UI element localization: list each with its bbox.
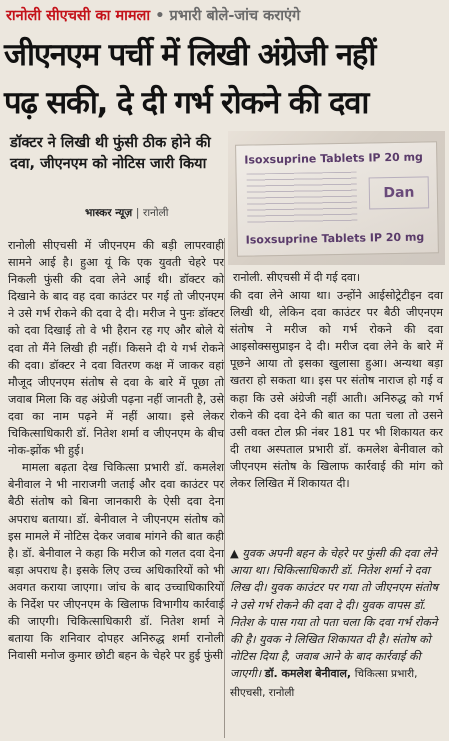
- quote-marker-icon: ▲: [230, 547, 239, 560]
- manufacturer-logo: Dan: [369, 176, 430, 209]
- kicker-separator-dot: •: [155, 8, 165, 24]
- strip-label-top: Isoxsuprine Tablets IP 20 mg: [244, 150, 423, 167]
- byline-separator: |: [135, 207, 140, 219]
- headline-line-1: जीएनएम पर्ची में लिखी अंग्रेजी नहीं: [4, 37, 376, 73]
- byline: [85, 206, 168, 220]
- strip-fine-print: [247, 172, 358, 226]
- subheadline: डॉक्टर ने लिखी थी फुंसी ठीक होने की दवा, जीएनएम को नोटिस जारी किया: [10, 135, 211, 172]
- column-divider: [224, 238, 225, 738]
- strip-label-bottom: Isoxsuprine Tablets IP 20 mg: [245, 230, 425, 247]
- tablet-strip: [235, 141, 439, 257]
- quote-author-role: चिकित्सा प्रभारी, सीएचसी, रानोली: [230, 668, 418, 699]
- medicine-strip-photo: [228, 131, 445, 265]
- headline-line-2: पढ़ सकी, दे दी गर्भ रोकने की दवा: [4, 85, 369, 121]
- byline-source: भास्कर न्यूज़: [85, 207, 133, 219]
- body-paragraph-continued: की दवा लेने आया था। उन्होंने आईसोट्रेटीइन दवा लिखी थी, लेकिन दवा काउंटर पर बैठी जीएनएम संतोष ने मरीज को गर्भ रोकने की दवा आइसोक्ससुप्राइन दे दी। मरीज दवा लेने के बारे में पूछने आया तो इसका खुलासा हुआ। अन्यथा बड़ा खतरा हो सकता था। इस पर संतोष नाराज हो गई व कहा कि उसे अंग्रेजी नहीं आती। अनिरुद्ध को गर्भ रोकने की दवा देने की बात का पता चला तो उसने उसी वक्त टोल फ्री नंबर 181 पर भी शिकायत कर दी तथा अस्पताल प्रभारी डॉ. कमलेश बेनीवाल को जीएनएम संतोष के खिलाफ कार्रवाई की मांग को लेकर लिखित में शिकायत दी।: [230, 289, 443, 491]
- official-quote: [230, 545, 444, 702]
- article-body-right-column: [230, 287, 443, 492]
- kicker-quote: प्रभारी बोले-जांच कराएंगे: [169, 8, 301, 24]
- article-body-left-column: [8, 237, 224, 664]
- quote-author: डॉ. कमलेश बेनीवाल,: [264, 667, 352, 681]
- photo-caption: रानोली. सीएचसी में दी गई दवा।: [233, 271, 361, 284]
- byline-place: रानोली: [143, 207, 169, 219]
- quote-text: युवक अपनी बहन के चेहरे पर फुंसी की दवा लेने आया था। चिकित्साधिकारी डॉ. नितेश शर्मा ने दवा लिख दी। युवक काउंटर पर गया तो जीएनएम संतोष ने उसे गर्भ रोकने की दवा दे दी। युवक वापस डॉ. नितेश के पास गया तो पता चला कि दवा गर्भ रोकने की है। युवक ने लिखित शिकायत दी है। संतोष को नोटिस दिया है, जवाब आने के बाद कार्रवाई की जाएगी।: [230, 547, 438, 681]
- kicker-line: [6, 5, 443, 27]
- kicker-topic: रानोली सीएचसी का मामला: [6, 8, 151, 24]
- body-paragraph-1: रानोली सीएचसी में जीएनएम की बड़ी लापरवाही सामने आई है। हुआ यूं कि एक युवती चेहरे पर निकली फुंसी की दवा लेने आई थी। डॉक्टर को दिखाने के बाद वह दवा काउंटर पर गई तो जीएनएम ने उसे गर्भ रोकने की दवा दे दी। मरीज ने पुनः डॉक्टर को दवा दिखाई तो वे भी हैरान रह गए और बोले ये दवा तो मैंने लिखी ही नहीं। किसने दी ये गर्भ रोकने की दवा। डॉक्टर ने दवा वितरण कक्ष में जाकर वहां मौजूद जीएनएम संतोष से दवा के बारे में पूछा तो जवाब मिला कि वह अंग्रेजी पढ़ना नहीं जानती है, उसे दवा का नाम पढ़ने में नहीं आया। इसे लेकर चिकित्साधिकारी डॉ. नितेश शर्मा व जीएनएम के बीच नोक-झोंक भी हुई।: [8, 239, 224, 458]
- body-paragraph-2: मामला बढ़ता देख चिकित्सा प्रभारी डॉ. कमलेश बेनीवाल ने भी नाराजगी जताई और दवा काउंटर पर बैठी संतोष को बिना जानकारी के ऐसी दवा देना अपराध बताया। डॉ. बेनीवाल ने जीएनएम संतोष को इस मामले में नोटिस देकर जवाब मांगने की बात कही है। डॉ. बेनीवाल ने कहा कि मरीज को गलत दवा देना बड़ा अपराध है। इसके लिए उच्च अधिकारियों को भी अवगत कराया जाएगा। जांच के बाद उच्चाधिकारियों के निर्देश पर जीएनएम के खिलाफ विभागीय कार्रवाई की जाएगी। चिकित्साधिकारी डॉ. नितेश शर्मा ने बताया कि शनिवार दोपहर अनिरुद्ध शर्मा रानोली निवासी मनोज कुमार छोटी बहन के चेहरे पर हुई फुंसी: [8, 461, 224, 663]
